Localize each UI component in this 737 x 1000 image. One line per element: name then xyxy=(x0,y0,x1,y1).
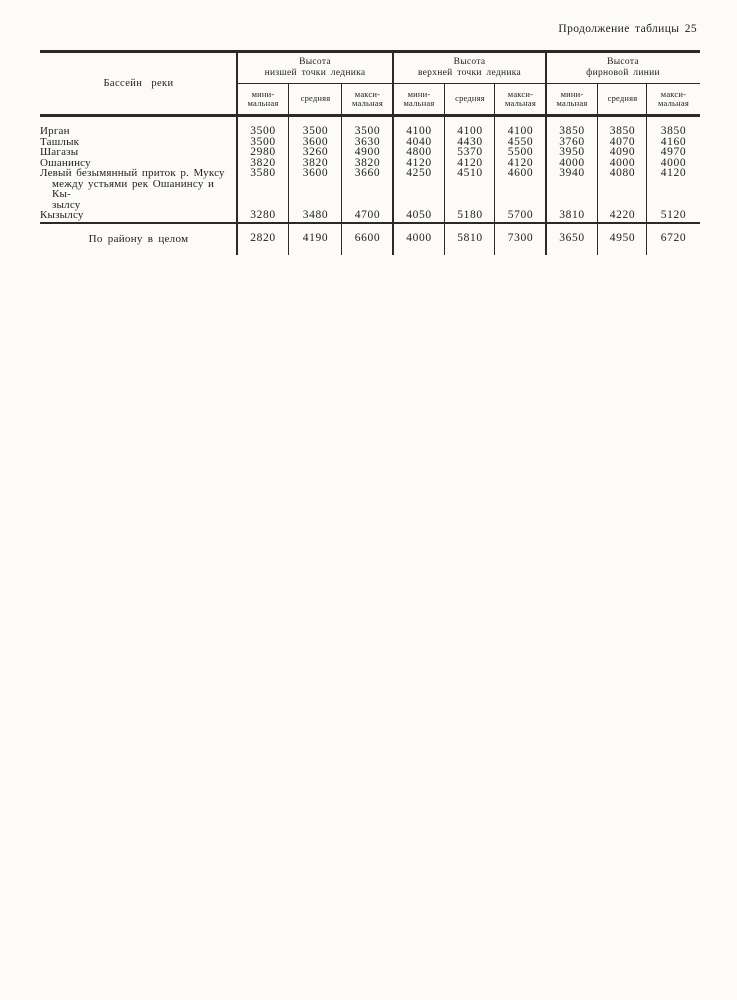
row-name-cell: Кызылсу xyxy=(40,209,84,221)
value-cell: 5370 xyxy=(457,146,483,158)
value-cell: 2980 xyxy=(250,146,276,158)
summary-value-cell: 4190 xyxy=(302,232,329,245)
subheader-max: макси- мальная xyxy=(352,88,383,108)
value-cell: 3850 xyxy=(559,125,585,137)
value-cell: 3820 xyxy=(250,156,276,169)
value-cell: 4040 xyxy=(406,135,432,148)
rule-header-bottom xyxy=(40,114,700,117)
value-cell: 4600 xyxy=(507,167,534,179)
row-name-cell: Ташлык xyxy=(40,135,80,148)
table-body xyxy=(40,126,700,221)
value-cell: 4000 xyxy=(609,156,636,169)
row-name-cell: Ирган xyxy=(40,125,70,137)
column-header-basin: Бассейн реки xyxy=(103,78,174,89)
value-cell: 4550 xyxy=(507,135,534,148)
summary-label: По району в целом xyxy=(88,232,189,245)
value-cell: 3500 xyxy=(354,125,381,137)
value-cell: 3500 xyxy=(250,125,276,137)
value-cell: 4070 xyxy=(609,135,636,148)
summary-value-cell: 4950 xyxy=(609,232,636,245)
value-cell: 3820 xyxy=(302,156,329,169)
value-cell: 3600 xyxy=(302,167,329,179)
value-cell: 3760 xyxy=(559,135,585,148)
row-name-cell: Ошанинсу xyxy=(40,156,91,169)
summary-value-cell: 5810 xyxy=(457,232,483,245)
value-cell: 4080 xyxy=(609,167,636,179)
summary-value-cell: 3650 xyxy=(559,232,585,245)
value-cell: 3850 xyxy=(609,125,636,137)
table-row xyxy=(40,147,700,158)
summary-value-cell: 7300 xyxy=(507,232,534,245)
value-cell: 3500 xyxy=(302,125,329,137)
subheader-min: мини- мальная xyxy=(247,88,279,108)
value-cell: 4800 xyxy=(406,146,432,158)
value-cell: 4100 xyxy=(457,125,483,137)
table-row xyxy=(40,210,700,221)
value-cell: 3480 xyxy=(302,209,329,221)
glacier-heights-table xyxy=(40,50,700,255)
table-row xyxy=(40,126,700,137)
row-name-cell: Левый безымянный приток р. Муксу между устьями рек Ошанинсу и Кы- зылсу xyxy=(40,167,225,211)
summary-row xyxy=(40,222,700,255)
value-cell: 4000 xyxy=(660,156,687,169)
value-cell: 4250 xyxy=(406,167,432,179)
subheader-avg: средняя xyxy=(455,93,485,104)
value-cell: 3280 xyxy=(250,209,276,221)
value-cell: 4000 xyxy=(559,156,585,169)
summary-value-cell: 2820 xyxy=(250,232,276,245)
value-cell: 3810 xyxy=(559,209,585,221)
value-cell: 3600 xyxy=(302,135,329,148)
summary-value-cell: 6600 xyxy=(354,232,381,245)
value-cell: 5180 xyxy=(457,209,483,221)
value-cell: 3260 xyxy=(302,146,329,158)
subheader-max: макси- мальная xyxy=(658,88,689,108)
value-cell: 3580 xyxy=(250,167,276,179)
summary-value-cell: 6720 xyxy=(660,232,687,245)
value-cell: 3850 xyxy=(660,125,687,137)
value-cell: 3820 xyxy=(354,156,381,169)
value-cell: 4700 xyxy=(354,209,381,221)
value-cell: 4120 xyxy=(507,156,534,169)
value-cell: 4220 xyxy=(609,209,636,221)
page-caption: Продолжение таблицы 25 xyxy=(558,23,697,35)
group-header-lowest-point: Высота низшей точки ледника xyxy=(264,57,366,78)
subheader-min: мини- мальная xyxy=(403,88,435,108)
value-cell: 4970 xyxy=(660,146,687,158)
subheader-max: макси- мальная xyxy=(505,88,536,108)
value-cell: 4050 xyxy=(406,209,432,221)
value-cell: 5120 xyxy=(660,209,687,221)
value-cell: 3630 xyxy=(354,135,381,148)
value-cell: 3660 xyxy=(354,167,381,179)
value-cell: 4160 xyxy=(660,135,687,148)
value-cell: 3950 xyxy=(559,146,585,158)
row-name-cell: Шагазы xyxy=(40,146,79,158)
value-cell: 4100 xyxy=(406,125,432,137)
value-cell: 4120 xyxy=(457,156,483,169)
value-cell: 4100 xyxy=(507,125,534,137)
group-header-highest-point: Высота верхней точки ледника xyxy=(417,57,522,78)
value-cell: 4900 xyxy=(354,146,381,158)
subheader-avg: средняя xyxy=(300,93,331,104)
value-cell: 4120 xyxy=(406,156,432,169)
value-cell: 4090 xyxy=(609,146,636,158)
table-row xyxy=(40,168,700,210)
subheader-min: мини- мальная xyxy=(556,88,588,108)
value-cell: 3500 xyxy=(250,135,276,148)
value-cell: 4510 xyxy=(457,167,483,179)
group-header-firn-line: Высота фирновой линии xyxy=(586,57,660,78)
value-cell: 4120 xyxy=(660,167,687,179)
value-cell: 3940 xyxy=(559,167,585,179)
value-cell: 4430 xyxy=(457,135,483,148)
value-cell: 5700 xyxy=(507,209,534,221)
value-cell: 5500 xyxy=(507,146,534,158)
subheader-avg: средняя xyxy=(607,93,638,104)
summary-value-cell: 4000 xyxy=(406,232,432,245)
